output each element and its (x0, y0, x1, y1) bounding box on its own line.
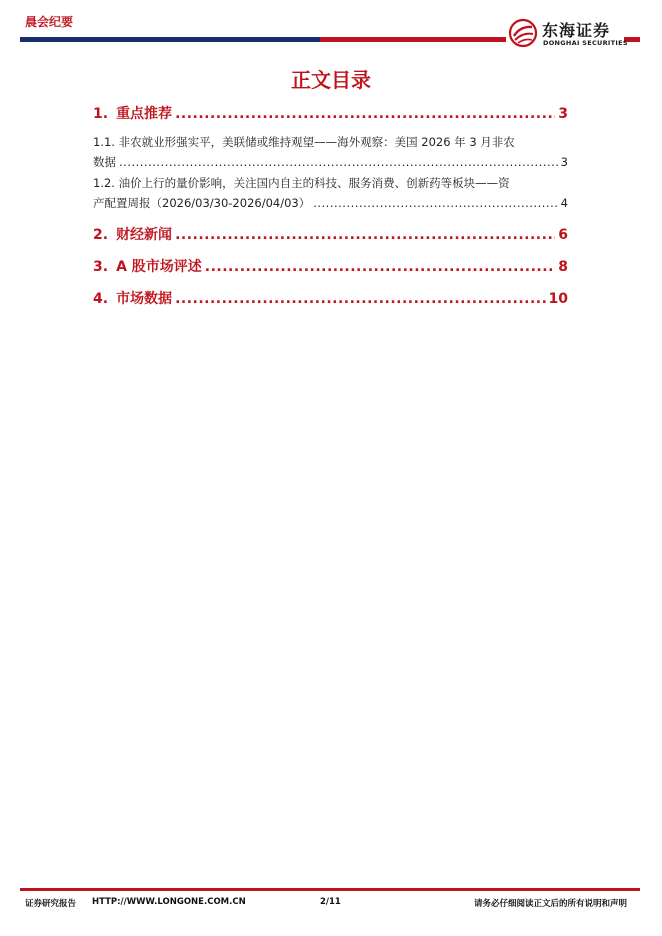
toc-entry-title: 市场数据 (116, 291, 173, 307)
toc-entry-num: 2. (93, 227, 109, 243)
toc-entry-num: 1.2. (93, 176, 115, 190)
toc-entry-num: 3. (93, 259, 109, 275)
toc-entry-1[interactable] (93, 103, 568, 123)
footer-url[interactable]: HTTP://WWW.LONGONE.COM.CN (92, 897, 246, 907)
toc-entry-num: 1.1. (93, 135, 115, 149)
toc-entry-page: 4 (560, 196, 568, 210)
toc-entry-title: A 股市场评述 (116, 259, 202, 275)
toc-leader (313, 196, 557, 210)
toc-leader (205, 259, 555, 275)
toc-title: 正文目录 (291, 68, 371, 92)
section-tag: 晨会纪要 (25, 15, 74, 29)
toc-entry-title: 非农就业形强实平，美联储或维持观望——海外观察：美国 2026 年 3 月非农 (118, 135, 515, 149)
toc-entry-2[interactable] (93, 224, 568, 244)
toc-entry-title: 财经新闻 (116, 227, 173, 243)
toc-entry-num: 4. (93, 291, 109, 307)
toc-entry-title: 油价上行的量价影响，关注国内自主的科技、服务消费、创新药等板块——资 (118, 176, 510, 190)
toc-entry-4[interactable] (93, 288, 568, 308)
toc-entry-page: 6 (558, 227, 568, 243)
logo-cn: 东海证券 (542, 21, 611, 40)
toc-entry-page: 3 (560, 155, 568, 169)
toc-entry-1-1-line2[interactable] (93, 154, 568, 170)
logo-mark-icon (508, 18, 538, 48)
toc-entry-page: 3 (558, 106, 568, 122)
footer-rule (20, 888, 640, 891)
toc-leader (175, 106, 555, 122)
toc-entry-1-1-line1[interactable] (93, 134, 568, 150)
toc-entry-title: 重点推荐 (116, 106, 173, 122)
company-logo (506, 16, 628, 50)
toc-leader (175, 227, 555, 243)
footer-label: 证券研究报告 (25, 899, 77, 909)
toc-entry-title-cont: 数据 (93, 155, 116, 169)
footer-disclaimer: 请务必仔细阅读正文后的所有说明和声明 (474, 899, 628, 909)
toc-entry-page: 8 (558, 259, 568, 275)
toc-leader (175, 291, 545, 307)
toc-entry-title-cont: 产配置周报（2026/03/30-2026/04/03） (93, 196, 311, 210)
header-rule-navy (20, 37, 320, 42)
toc-entry-3[interactable] (93, 256, 568, 276)
logo-en: DONGHAI SECURITIES (543, 39, 628, 47)
toc-leader (119, 155, 558, 169)
footer-page-indicator: 2/11 (320, 897, 341, 907)
toc-entry-num: 1. (93, 106, 109, 122)
toc-entry-page: 10 (548, 291, 568, 307)
toc-entry-1-2-line1[interactable] (93, 175, 568, 191)
toc-entry-1-2-line2[interactable] (93, 195, 568, 211)
